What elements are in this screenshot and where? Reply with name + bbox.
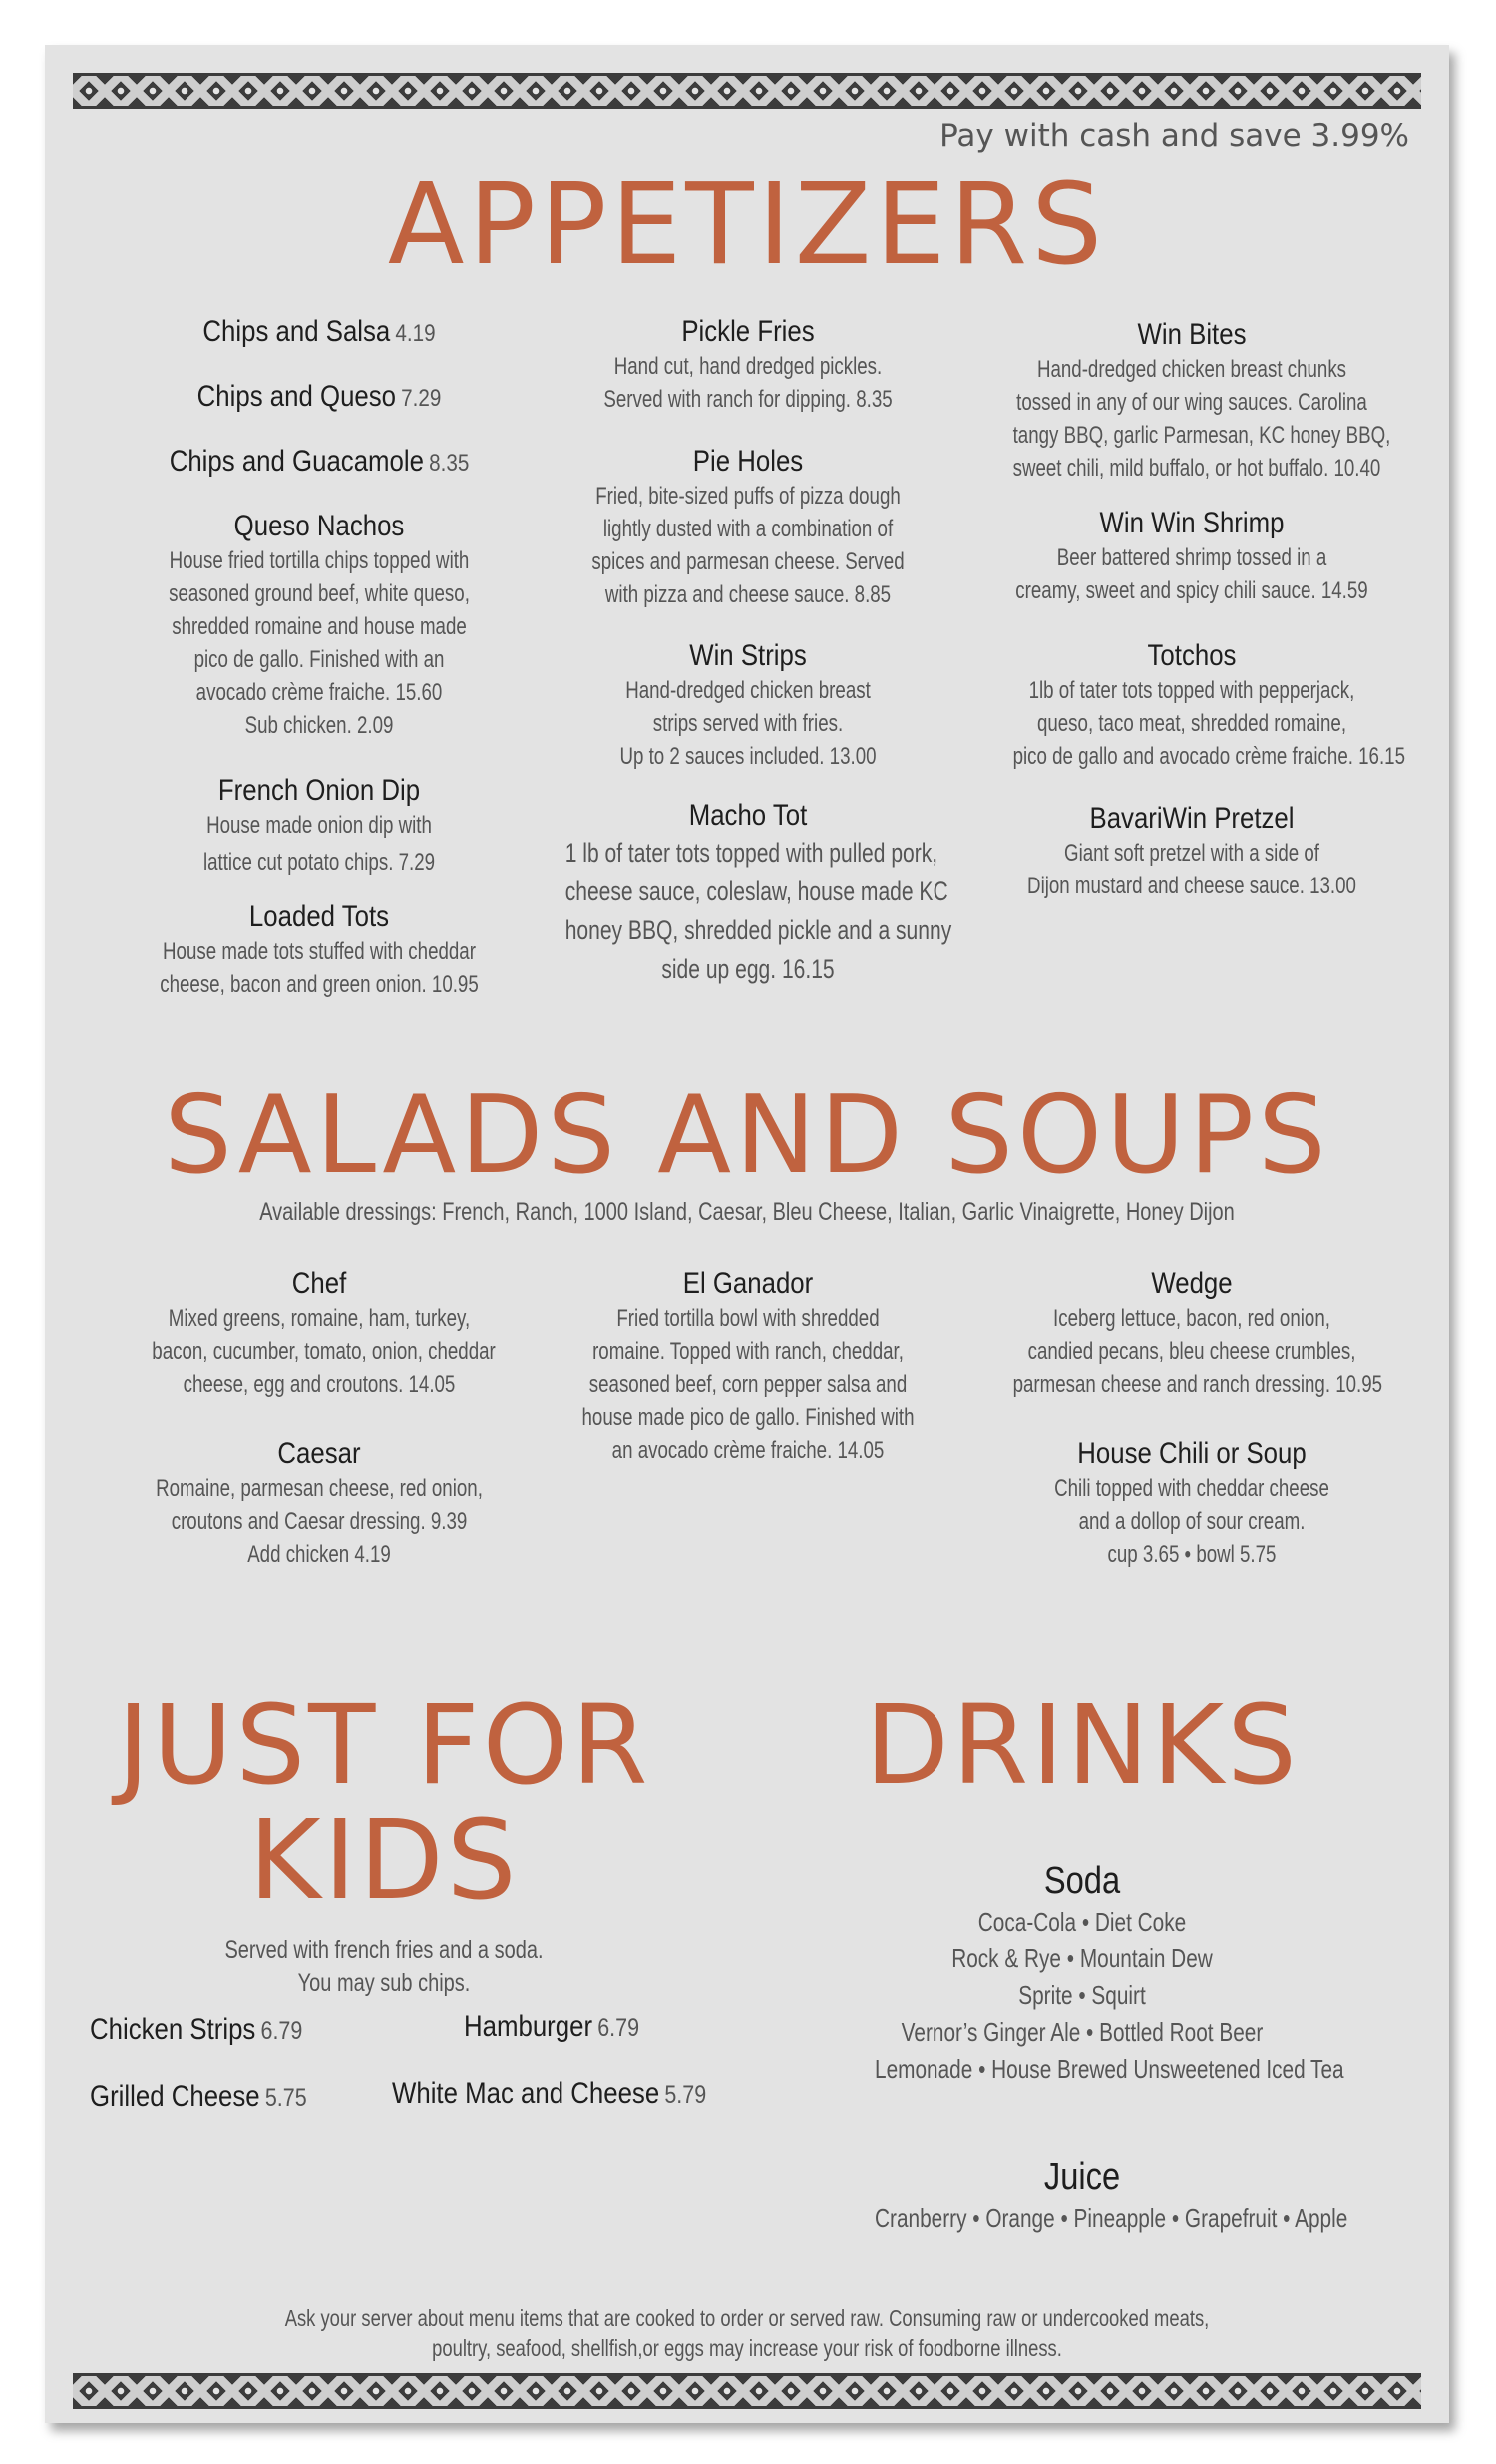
bottom-border-pattern [73,2373,1421,2409]
item-description: Iceberg lettuce, bacon, red onion, candied pecans, bleu cheese crumbles, parmesan cheese and ranch dressing. 10.95 [1012,1305,1383,1398]
item-name: El Ganador [682,1267,814,1300]
item-name: White Mac and Cheese [392,2077,660,2110]
item-name: Chips and Queso [196,380,397,413]
item-name: Loaded Tots [248,900,390,933]
menu-item-bavariwin-pretzel [962,801,1421,902]
item-description: Mixed greens, romaine, ham, turkey, bacon, cucumber, tomato, onion, cheddar cheese, egg and croutons. 14.05 [152,1305,496,1398]
menu-item-grilled-cheese [90,2079,307,2115]
item-name: Win Win Shrimp [1099,507,1285,539]
menu-item-pie-holes [534,444,962,611]
menu-page [45,45,1449,2423]
item-description: Fried, bite-sized puffs of pizza dough lightly dusted with a combination of spices and parmesan cheese. Served with pizza and cheese sauce. 8.85 [591,483,905,608]
menu-item-hamburger [464,2009,639,2045]
soda-list [823,1904,1344,2088]
menu-item-queso-nachos [105,509,534,742]
item-description: Hand cut, hand dredged pickles. Served with ranch for dipping. 8.35 [603,353,893,413]
item-name: Wedge [1151,1267,1233,1300]
item-price: 4.19 [395,320,436,347]
item-name: Chef [291,1267,347,1300]
menu-item-win-strips [534,638,962,773]
soda-line: Sprite • Squirt [1018,1980,1146,2010]
kids-note: Served with french fries and a soda. You may sub chips. [224,1936,544,1997]
item-name: House Chili or Soup [1077,1437,1307,1470]
menu-item-win-bites [962,317,1421,485]
juice-heading: Juice [1043,2156,1121,2198]
menu-item-macho-tot [514,798,982,989]
item-name: Win Bites [1137,318,1247,351]
menu-item-chicken-strips [90,2012,302,2048]
appetizers-heading: APPETIZERS [387,161,1107,290]
food-safety-disclaimer: Ask your server about menu items that are cooked to order or served raw. Consuming raw or undercooked meats, poultry, seafood, shellfish,or eggs may increase your risk of foodborne illness. [284,2305,1210,2361]
item-price: 7.29 [401,385,442,412]
soda-line: Vernor’s Ginger Ale • Bottled Root Beer [901,2017,1264,2047]
item-description: Fried tortilla bowl with shredded romaine. Topped with ranch, cheddar, seasoned beef, corn pepper salsa and house made pico de gallo. Finished with an avocado crème fraiche. 14.05 [581,1305,915,1464]
item-description: House made tots stuffed with cheddar cheese, bacon and green onion. 10.95 [160,938,479,998]
menu-item-chips-queso [105,379,534,417]
item-description: Chili topped with cheddar cheese and a dollop of sour cream. cup 3.65 • bowl 5.75 [1054,1475,1329,1568]
item-name: Win Strips [689,639,807,672]
menu-item-win-win-shrimp [962,506,1421,607]
item-description: Giant soft pretzel with a side of Dijon mustard and cheese sauce. 13.00 [1027,840,1356,899]
item-price: 8.35 [429,450,470,477]
item-name: Chips and Salsa [202,315,391,348]
menu-item-pickle-fries [534,314,962,416]
item-price: 5.75 [264,2084,307,2112]
available-dressings: Available dressings: French, Ranch, 1000 Island, Caesar, Bleu Cheese, Italian, Garlic Vinaigrette, Honey Dijon [259,1198,1235,1226]
menu-item-totchos [962,638,1421,773]
salads-soups-heading: SALADS AND SOUPS [164,1073,1330,1198]
menu-item-house-chili [962,1436,1421,1571]
top-border-pattern [73,73,1421,109]
menu-item-caesar-salad [105,1436,534,1571]
item-description: House made onion dip with lattice cut potato chips. 7.29 [202,812,436,876]
menu-item-el-ganador [534,1266,962,1467]
menu-item-wedge-salad [962,1266,1421,1401]
item-name: Chips and Guacamole [169,445,424,478]
item-name: Pickle Fries [681,315,815,348]
cash-discount-note: Pay with cash and save 3.99% [939,118,1409,154]
item-price: 6.79 [260,2017,303,2045]
item-name: Pie Holes [692,445,804,478]
item-name: Chicken Strips [90,2013,256,2046]
menu-item-chips-guacamole [105,444,534,482]
soda-line: Coca-Cola • Diet Coke [977,1907,1187,1936]
item-description: Beer battered shrimp tossed in a creamy, sweet and spicy chili sauce. 14.59 [1015,544,1368,604]
menu-item-chips-salsa [105,314,534,352]
item-description: Romaine, parmesan cheese, red onion, croutons and Caesar dressing. 9.39 Add chicken 4.19 [156,1475,483,1568]
item-description: 1 lb of tater tots topped with pulled pork, cheese sauce, coleslaw, house made KC honey BBQ, shredded pickle and a sunny side up egg. 16.15 [564,838,952,984]
soda-line: Lemonade • House Brewed Unsweetened Iced Tea [875,2054,1344,2084]
item-description: Hand-dredged chicken breast chunks tossed in any of our wing sauces. Carolina tangy BBQ, garlic Parmesan, KC honey BBQ, sweet chili, mild buffalo, or hot buffalo. 10.40 [1012,356,1391,482]
item-name: Macho Tot [688,799,808,832]
item-name: BavariWin Pretzel [1089,802,1295,835]
item-description: 1lb of tater tots topped with pepperjack, queso, taco meat, shredded romaine, pico de gallo and avocado crème fraiche. 16.15 [1012,677,1405,770]
drinks-heading: DRINKS [865,1681,1300,1809]
item-price: 6.79 [597,2014,640,2042]
soda-heading: Soda [1043,1860,1121,1902]
item-description: House fried tortilla chips topped with seasoned ground beef, white queso, shredded romaine and house made pico de gallo. Finished with an avocado crème fraiche. 15.60 Sub chicken. 2.09 [169,547,470,739]
menu-item-white-mac-cheese [392,2076,706,2112]
item-description: Hand-dredged chicken breast strips served with fries. Up to 2 sauces included. 13.00 [619,677,877,770]
item-name: French Onion Dip [217,774,421,807]
menu-item-loaded-tots [105,899,534,1001]
item-name: Totchos [1147,639,1237,672]
item-name: Grilled Cheese [90,2080,260,2113]
item-price: 5.79 [664,2081,707,2109]
menu-item-french-onion-dip [105,773,534,879]
item-name: Caesar [277,1437,361,1470]
item-name: Hamburger [464,2010,593,2043]
juice-section [823,2154,1348,2237]
menu-item-chef-salad [105,1266,534,1401]
soda-line: Rock & Rye • Mountain Dew [951,1943,1213,1973]
soda-section [823,1858,1344,2088]
kids-heading-line1: JUST FOR [117,1681,651,1809]
juice-list: Cranberry • Orange • Pineapple • Grapefruit • Apple [875,2203,1348,2233]
kids-heading-line2: KIDS [248,1796,520,1924]
item-name: Queso Nachos [233,510,405,542]
